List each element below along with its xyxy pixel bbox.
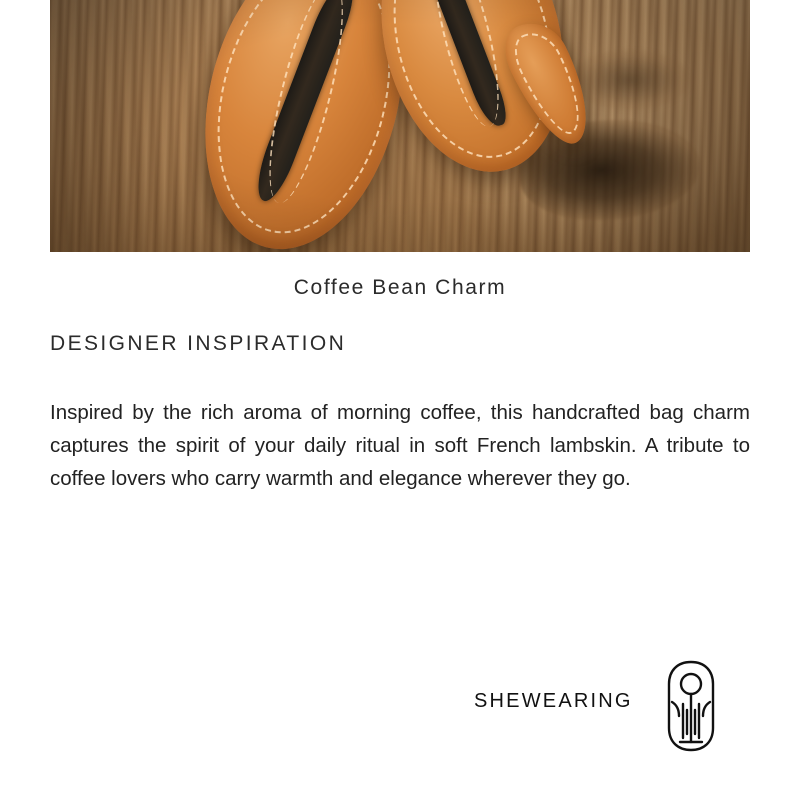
product-hero-image: [50, 0, 750, 252]
brand-name: SHEWEARING: [474, 690, 633, 712]
photo-vignette: [50, 0, 750, 252]
designer-inspiration-body: Inspired by the rich aroma of morning coffee, this handcrafted bag charm captures the spirit of your daily ritual in soft French lambskin. A tribute to coffee lovers who carry warmth and elegance wherever they go.: [50, 401, 750, 490]
section-heading-designer-inspiration: DESIGNER INSPIRATION: [50, 332, 347, 355]
product-title: Coffee Bean Charm: [293, 276, 507, 299]
shewearing-monogram-icon: [660, 658, 722, 754]
